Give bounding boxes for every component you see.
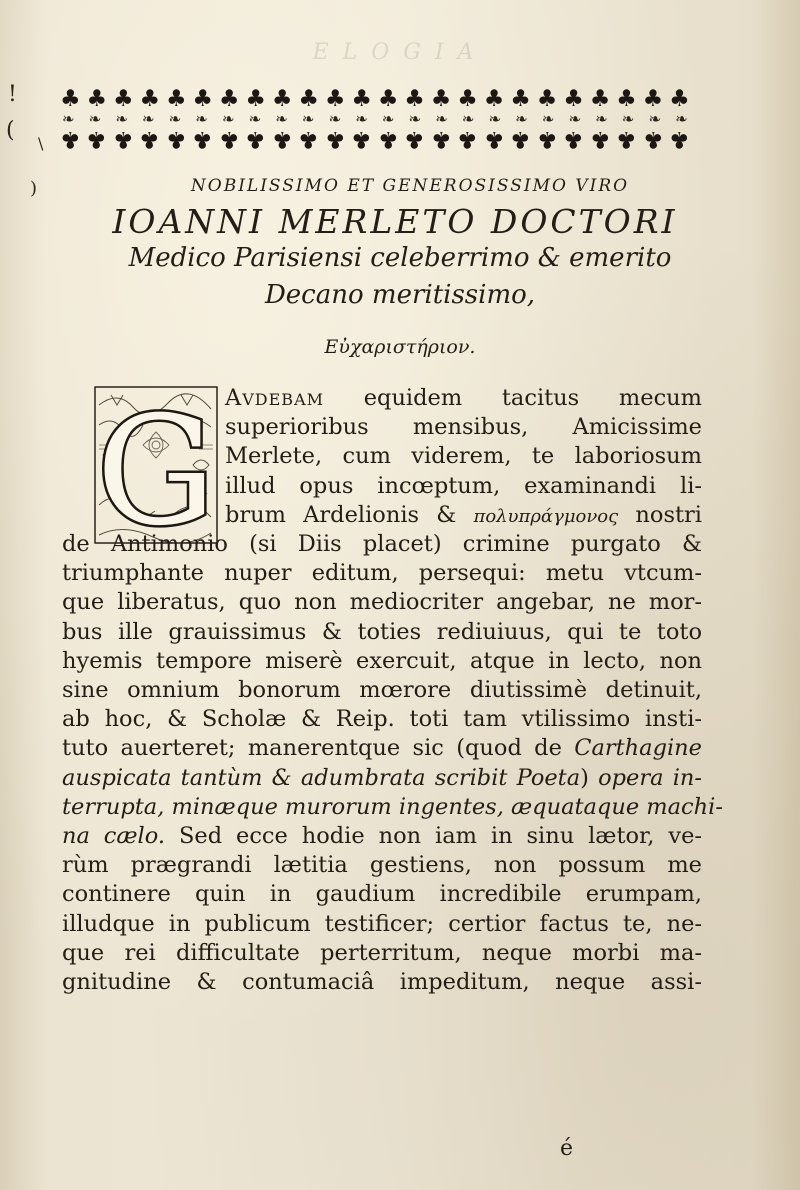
margin-mark: ( bbox=[6, 118, 15, 143]
text-line bbox=[62, 618, 702, 646]
fleuron-icon: ❧ bbox=[515, 110, 528, 128]
fleuron-icon: ♣ bbox=[483, 126, 505, 152]
margin-mark: ) bbox=[30, 178, 38, 199]
fleuron-icon: ♣ bbox=[192, 126, 214, 152]
fleuron-icon: ♣ bbox=[60, 86, 81, 112]
fleuron-icon: ❧ bbox=[62, 110, 75, 128]
fleuron-icon: ❧ bbox=[435, 110, 448, 128]
fleuron-icon: ♣ bbox=[218, 86, 240, 112]
fleuron-icon: ♣ bbox=[404, 86, 425, 112]
fleuron-icon: ❧ bbox=[355, 110, 368, 128]
fleuron-icon: ♣ bbox=[563, 126, 584, 152]
text-line bbox=[225, 413, 702, 441]
text-segment: ) bbox=[580, 764, 599, 791]
text-segment: nostri bbox=[618, 501, 702, 528]
text-line bbox=[62, 559, 702, 587]
greek-heading: Εὐχαριστήριον. bbox=[324, 336, 476, 358]
dedication-line-4: Decano meritissimo, bbox=[264, 280, 536, 310]
text-line bbox=[62, 822, 702, 850]
fleuron-icon: ♣ bbox=[60, 126, 81, 152]
fleuron-icon: ❧ bbox=[381, 110, 395, 128]
fleuron-icon: ♣ bbox=[377, 126, 399, 152]
fleuron-icon: ♣ bbox=[192, 86, 214, 112]
fleuron-row-middle bbox=[60, 111, 690, 127]
fleuron-icon: ♣ bbox=[616, 126, 637, 152]
text-line bbox=[62, 851, 702, 879]
text-line bbox=[62, 939, 702, 967]
text-segment: continere quin in gaudium incredibile erumpam, bbox=[62, 881, 702, 908]
text-line bbox=[62, 530, 702, 558]
text-segment: de Antimonio (si Diis placet) crimine purgato & bbox=[62, 531, 702, 557]
text-line bbox=[62, 968, 702, 996]
text-line bbox=[62, 734, 702, 762]
text-line bbox=[62, 793, 723, 821]
fleuron-icon: ♣ bbox=[430, 126, 452, 152]
fleuron-icon: ❧ bbox=[648, 110, 662, 128]
fleuron-icon: ❧ bbox=[675, 110, 688, 128]
text-line bbox=[62, 647, 702, 675]
fleuron-icon: ♣ bbox=[139, 126, 161, 152]
text-segment: que liberatus, quo non mediocriter angebar, ne mor- bbox=[62, 589, 702, 616]
fleuron-icon: ❧ bbox=[275, 110, 288, 128]
fleuron-icon: ♣ bbox=[271, 126, 293, 152]
text-segment: sine omnium bonorum mœrore diutissimè detinuit, bbox=[62, 677, 702, 703]
fleuron-icon: ♣ bbox=[245, 126, 267, 152]
fleuron-icon: ♣ bbox=[165, 86, 187, 112]
fleuron-icon: ❧ bbox=[88, 110, 102, 128]
fleuron-icon: ♣ bbox=[430, 86, 452, 112]
dedication-line-1: NOBILISSIMO ET GENEROSISSIMO VIRO bbox=[190, 176, 630, 196]
text-segment: illudque in publicum testificer; certior factus te, ne- bbox=[62, 910, 702, 937]
text-line bbox=[225, 384, 702, 412]
text-segment: illud opus incœptum, examinandi li- bbox=[225, 472, 702, 499]
fleuron-icon: ♣ bbox=[377, 86, 399, 112]
text-segment: tuto auerteret; manerentque sic (quod de bbox=[62, 735, 575, 762]
fleuron-icon: ♣ bbox=[642, 86, 664, 112]
fleuron-icon: ♣ bbox=[351, 126, 372, 152]
fleuron-icon: ❧ bbox=[301, 110, 315, 128]
text-line bbox=[62, 910, 702, 938]
fleuron-icon: ❧ bbox=[248, 110, 262, 128]
fleuron-row-bottom bbox=[60, 127, 690, 150]
decorated-initial-graphic bbox=[93, 385, 219, 545]
fleuron-icon: ♣ bbox=[218, 126, 240, 152]
fleuron-icon: ♣ bbox=[86, 126, 108, 152]
fleuron-icon: ♣ bbox=[457, 86, 478, 112]
dedication-name: IOANNI MERLETO DOCTORI bbox=[112, 202, 678, 241]
text-segment: superioribus mensibus, Amicissime bbox=[225, 414, 702, 441]
fleuron-icon: ♣ bbox=[139, 86, 161, 112]
fleuron-icon: ❧ bbox=[168, 110, 182, 128]
fleuron-icon: ❧ bbox=[141, 110, 155, 128]
fleuron-icon: ❧ bbox=[621, 110, 635, 128]
text-line bbox=[62, 588, 702, 616]
fleuron-icon: ♣ bbox=[616, 86, 637, 112]
initial-letter: G bbox=[96, 385, 216, 545]
fleuron-row-top bbox=[60, 88, 690, 111]
text-line bbox=[62, 676, 702, 704]
fleuron-icon: ♣ bbox=[457, 126, 478, 152]
text-segment: Carthagine bbox=[574, 735, 702, 762]
text-segment: opera in- bbox=[598, 764, 702, 791]
text-segment: equidem tacitus mecum bbox=[324, 385, 702, 411]
text-segment: triumphante nuper editum, persequi: metu vtcum- bbox=[62, 560, 702, 587]
fleuron-icon: ♣ bbox=[112, 126, 134, 152]
bleed-through-heading: ELOGIA bbox=[312, 40, 488, 65]
margin-mark: \ bbox=[38, 134, 44, 153]
fleuron-icon: ❧ bbox=[115, 110, 128, 128]
fleuron-icon: ♣ bbox=[483, 86, 505, 112]
fleuron-icon: ❧ bbox=[328, 110, 342, 128]
text-segment: gnitudine & contumaciâ impeditum, neque assi- bbox=[62, 969, 702, 995]
text-line bbox=[225, 472, 702, 500]
fleuron-icon: ♣ bbox=[245, 86, 267, 112]
fleuron-icon: ❧ bbox=[488, 110, 502, 128]
fleuron-icon: ❧ bbox=[408, 110, 422, 128]
margin-mark: ! bbox=[8, 82, 17, 107]
fleuron-icon: ❧ bbox=[568, 110, 582, 128]
fleuron-icon: ♣ bbox=[510, 86, 531, 112]
text-segment: ab hoc, & Scholæ & Reip. toti tam vtilissimo insti- bbox=[62, 706, 702, 733]
fleuron-icon: ♣ bbox=[86, 86, 108, 112]
fleuron-icon: ♣ bbox=[536, 86, 558, 112]
fleuron-icon: ♣ bbox=[563, 86, 584, 112]
text-segment: brum Ardelionis & bbox=[225, 501, 474, 528]
fleuron-icon: ❧ bbox=[541, 110, 555, 128]
text-line bbox=[225, 501, 702, 531]
fleuron-icon: ♣ bbox=[642, 126, 664, 152]
fleuron-icon: ♣ bbox=[271, 86, 293, 112]
text-line bbox=[225, 442, 702, 470]
text-segment: bus ille grauissimus & toties rediuiuus, qui te toto bbox=[62, 618, 702, 645]
fleuron-icon: ♣ bbox=[324, 126, 346, 152]
fleuron-icon: ♣ bbox=[351, 86, 372, 112]
text-line bbox=[62, 764, 702, 792]
fleuron-icon: ♣ bbox=[589, 126, 611, 152]
fleuron-icon: ♣ bbox=[298, 86, 319, 112]
text-segment: Merlete, cum viderem, te laboriosum bbox=[225, 443, 702, 470]
text-segment: auspicata tantùm & adumbrata scribit Poeta bbox=[62, 764, 581, 791]
decorated-initial bbox=[93, 385, 219, 545]
text-line bbox=[62, 705, 702, 733]
text-line bbox=[62, 880, 702, 908]
catchword: é bbox=[560, 1136, 574, 1161]
fleuron-headpiece bbox=[60, 88, 690, 158]
fleuron-icon: ♣ bbox=[404, 126, 425, 152]
fleuron-icon: ♣ bbox=[589, 86, 611, 112]
fleuron-icon: ❧ bbox=[195, 110, 208, 128]
text-segment: Avdebam bbox=[225, 385, 325, 411]
dedication-line-3: Medico Parisiensi celeberrimo & emerito bbox=[128, 243, 672, 273]
fleuron-icon: ♣ bbox=[669, 126, 690, 152]
text-segment: rùm prægrandi lætitia gestiens, non possum me bbox=[62, 852, 702, 879]
text-segment: terrupta, minæque murorum ingentes, æquataque machi- bbox=[62, 793, 723, 820]
fleuron-icon: ♣ bbox=[165, 126, 187, 152]
fleuron-icon: ♣ bbox=[510, 126, 531, 152]
fleuron-icon: ❧ bbox=[221, 110, 235, 128]
text-segment: hyemis tempore miserè exercuit, atque in lecto, non bbox=[62, 647, 702, 674]
text-segment: na cælo. bbox=[62, 823, 166, 849]
fleuron-icon: ♣ bbox=[298, 126, 319, 152]
fleuron-icon: ♣ bbox=[669, 86, 690, 112]
fleuron-icon: ♣ bbox=[324, 86, 346, 112]
fleuron-icon: ❧ bbox=[595, 110, 608, 128]
fleuron-icon: ♣ bbox=[112, 86, 134, 112]
text-segment: Sed ecce hodie non iam in sinu lætor, ve- bbox=[165, 823, 702, 849]
text-segment: πολυπράγμονος bbox=[473, 505, 619, 527]
fleuron-icon: ❧ bbox=[461, 110, 475, 128]
fleuron-icon: ♣ bbox=[536, 126, 558, 152]
text-segment: que rei difficultate perterritum, neque morbi ma- bbox=[62, 939, 702, 966]
